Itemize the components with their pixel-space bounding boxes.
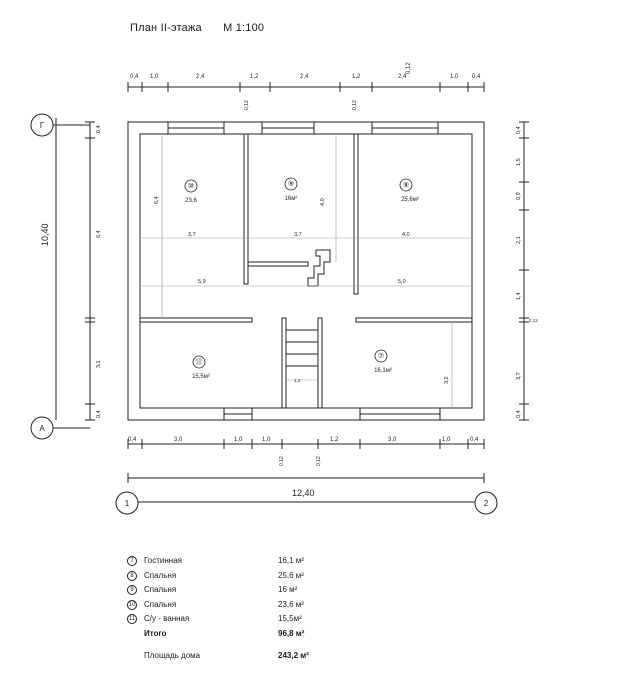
room-8-num: ⑧ [402, 182, 410, 189]
top-dims-text [130, 62, 481, 80]
top-inner-small-1: 0,12 [352, 100, 358, 110]
left-dim-3: 0,4 [96, 410, 102, 418]
legend-row [127, 554, 338, 569]
legend-area: 16,1 м² [278, 556, 304, 565]
room-9-num: ⑨ [287, 181, 295, 188]
legend-row [127, 612, 338, 627]
legend-num: 10 [127, 600, 137, 610]
total-area: 96,8 м² [278, 628, 305, 638]
dimension-lines [56, 82, 529, 502]
axis-1-label: 1 [124, 499, 130, 508]
left-dim-0: 0,4 [96, 125, 102, 133]
room-10-num: ⑩ [187, 183, 195, 190]
legend-row [127, 583, 338, 598]
inner-dim-d3: 4,0 [402, 232, 410, 238]
legend-num: 9 [127, 585, 137, 595]
inner-dim-v3: 3,2 [444, 376, 450, 384]
left-dim-2: 3,1 [96, 360, 102, 368]
inner-dim-v1: 6,4 [154, 196, 160, 204]
left-dim-1: 6,4 [96, 230, 102, 238]
room-circles [185, 178, 412, 368]
inner-dim-v2: 4,0 [320, 198, 326, 206]
room-7-num: ⑦ [377, 353, 385, 360]
house-area-label: Площадь дома [144, 651, 201, 660]
legend-name: Спальня [144, 585, 177, 594]
top-dim-3: 1,2 [250, 74, 259, 80]
room-11-num: ⑪ [195, 359, 203, 366]
legend-num: 8 [127, 571, 137, 581]
top-inner-small-0: 0,12 [244, 100, 250, 110]
legend-row [127, 598, 338, 613]
inner-dim-d2: 3,7 [294, 232, 302, 238]
room-10-area: 23,6 [185, 198, 197, 204]
bottom-dim-5: 3,0 [388, 437, 397, 443]
right-dim-0: 0,4 [516, 126, 522, 134]
legend-name: Спальня [144, 599, 177, 609]
room-8-area: 25,6м² [401, 197, 419, 203]
right-small-dim: 0,12 [529, 318, 538, 323]
bottom-dim-2: 1,0 [234, 437, 243, 443]
left-dims-text [96, 125, 102, 418]
plan-scale: М 1:100 [223, 22, 265, 34]
axis-markers [31, 114, 497, 514]
house-area-value: 243,2 м² [278, 651, 309, 660]
legend-area: 15,5м² [278, 614, 302, 623]
right-dim-6: 0,4 [516, 410, 522, 418]
bottom-dim-3: 1,0 [262, 437, 271, 443]
bottom-dim-0: 0,4 [128, 437, 137, 443]
legend-name: С/у - ванная [144, 614, 190, 623]
bottom-dim-6: 1,0 [442, 437, 451, 443]
bottom-small-1: 0,12 [316, 456, 322, 466]
bottom-dim-1: 3,0 [174, 437, 183, 443]
plan-title-text: План II-этажа [130, 22, 202, 34]
right-dim-1: 1,5 [516, 158, 522, 166]
staircase [286, 330, 318, 366]
axis-g-label: Г [39, 121, 45, 130]
top-dim-8: 0,4 [472, 74, 481, 80]
top-inner-small [244, 100, 358, 110]
right-dims-text [516, 126, 538, 418]
top-dim-0: 0,4 [130, 74, 139, 80]
inner-dims [142, 136, 472, 408]
room-7-area: 16,1м² [374, 368, 392, 374]
inner-dim-d4: 5,9 [198, 279, 206, 285]
bottom-small-0: 0,12 [279, 456, 285, 466]
legend-num: 11 [127, 614, 137, 624]
axis-a-label: А [39, 424, 45, 433]
inner-dim-d1: 3,7 [188, 232, 196, 238]
legend-row [127, 569, 338, 584]
legend-total-row [127, 627, 338, 642]
bottom-dims-text [128, 437, 479, 443]
legend-area: 25,6 м² [278, 570, 304, 580]
inner-dim-stair: 1,2 [294, 378, 301, 383]
axis-labels [39, 121, 488, 508]
legend-area: 23,6 м² [278, 599, 304, 609]
bottom-dim-7: 0,4 [470, 437, 479, 443]
overall-height-text: 10,40 [40, 223, 50, 246]
top-small-dim: 0,12 [406, 62, 412, 74]
room-labels [185, 180, 419, 380]
legend-area: 16 м² [278, 585, 298, 594]
top-dim-1: 1,0 [150, 74, 159, 80]
inner-dim-d5: 5,0 [398, 279, 406, 285]
overall-width-text: 12,40 [292, 488, 315, 498]
top-dim-5: 1,2 [352, 74, 361, 80]
room-9-area: 16м² [284, 196, 298, 202]
legend-name: Гостинная [144, 556, 182, 565]
right-dim-3: 2,1 [516, 236, 522, 244]
bottom-dim-4: 1,2 [330, 437, 339, 443]
right-dim-4: 1,4 [516, 292, 522, 300]
house-area-row [127, 649, 338, 664]
room-11-area: 15,5м² [192, 374, 210, 380]
top-dim-4: 2,4 [300, 74, 309, 80]
right-dim-2: 0,9 [516, 192, 522, 200]
legend-num: 7 [127, 556, 137, 566]
walls [128, 122, 484, 420]
legend-name: Спальня [144, 570, 177, 580]
axis-2-label: 2 [483, 499, 489, 508]
top-dim-6: 2,4 [398, 74, 407, 80]
top-dim-2: 2,4 [196, 74, 205, 80]
bottom-small [279, 456, 322, 466]
room-legend [127, 554, 338, 664]
top-dim-7: 1,0 [450, 74, 459, 80]
total-label: Итого [144, 628, 167, 638]
right-dim-5: 3,7 [516, 372, 522, 380]
